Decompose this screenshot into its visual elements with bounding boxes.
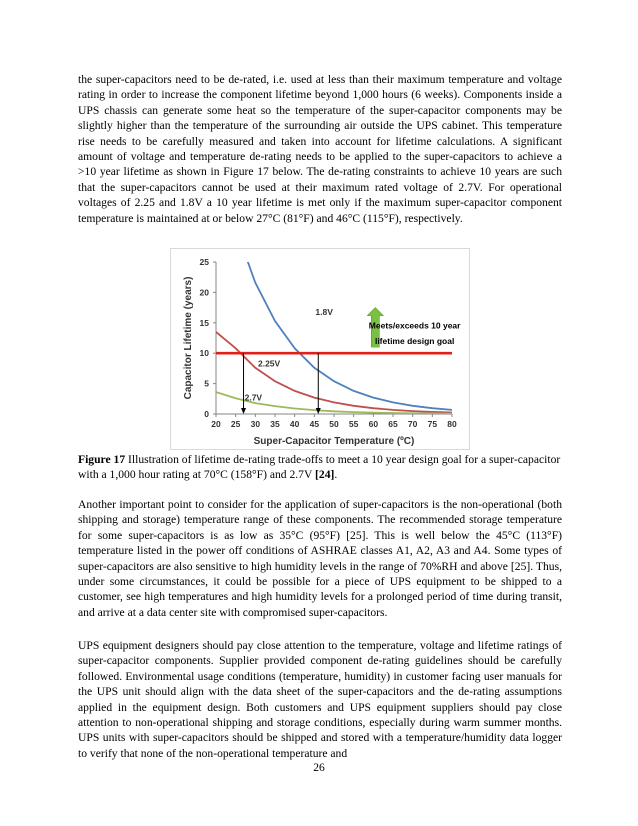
x-tick-label: 55 bbox=[348, 419, 359, 429]
body-paragraph-1: the super-capacitors need to be de-rated, i.e. used at less than their maximum temperature and voltage rating in order to increase the component lifetime beyond 1,000 hours (6 weeks). Components inside a UPS chassis can generate some heat so the temperature of the super-capacitor components may be slightly higher than the temperature of the surrounding air outside the UPS cabinet. This temperature rise needs to be carefully measured and taken into account for lifetime calculations. A significant amount of voltage and temperature de-rating needs to be applied to the super-capacitors to achieve a >10 year lifetime as shown in Figure 17 below. The de-rating constraints to achieve 10 years are such that the super-capacitors cannot be used at their maximum rated voltage of 2.7V. For operational voltages of 2.25 and 1.8V a 10 year lifetime is met only if the maximum super-capacitor component temperature is maintained at or below 27°C (81°F) and 46°C (115°F), respectively. bbox=[78, 73, 562, 225]
x-axis-label: Super-Capacitor Temperature (ºC) bbox=[253, 436, 415, 447]
series-label-2.25V: 2.25V bbox=[257, 358, 281, 369]
y-tick-label: 5 bbox=[204, 378, 209, 389]
x-tick-label: 45 bbox=[309, 419, 320, 429]
x-tick-label: 50 bbox=[329, 419, 339, 429]
x-tick-label: 65 bbox=[388, 419, 398, 429]
series-label-2.7V: 2.7V bbox=[244, 392, 263, 403]
y-tick-label: 15 bbox=[199, 317, 209, 328]
x-tick-label: 30 bbox=[250, 419, 261, 429]
x-tick-label: 60 bbox=[368, 419, 379, 429]
figure-caption-end: . bbox=[334, 468, 338, 482]
figure-caption-text: Illustration of lifetime de-rating trade-offs to meet a 10 year design goal for a super-capacitor with a 1,000 hour rating at 70°C (158°F) and 2.7V bbox=[78, 453, 561, 482]
page-number: 26 bbox=[313, 762, 325, 774]
y-axis-label: Capacitor Lifetime (years) bbox=[183, 276, 194, 400]
annotation-line-2: lifetime design goal bbox=[374, 336, 455, 347]
y-tick-label: 20 bbox=[199, 287, 209, 298]
body-paragraph-2: Another important point to consider for the application of super-capacitors is the non-operational (both shipping and storage) temperature range of these components. The recommended storage temperature for some super-capacitors is as low as 35°C (95°F) [25]. This is well below the 45°C (113°F) temperature listed in the power off conditions of ASHRAE classes A1, A2, A3 and A4. Some types of super-capacitors are also sensitive to high humidity levels in the range of 70%RH and above [25]. Thus, under some circumstances, it could be possible for a piece of UPS equipment to be shipped to a customer, see high temperatures and high humidity levels for a prolonged period of time during transit, and arrive at a data center site with compromised super-capacitors. bbox=[78, 498, 562, 619]
figure-caption-label: Figure 17 bbox=[78, 453, 126, 466]
x-tick-label: 20 bbox=[211, 419, 221, 429]
x-tick-label: 80 bbox=[447, 419, 457, 429]
x-tick-label: 25 bbox=[230, 419, 241, 429]
x-tick-label: 40 bbox=[289, 419, 300, 429]
x-tick-label: 70 bbox=[407, 419, 418, 429]
y-tick-label: 0 bbox=[204, 409, 209, 419]
x-tick-label: 35 bbox=[270, 419, 280, 429]
y-tick-label: 10 bbox=[199, 348, 209, 359]
y-tick-label: 25 bbox=[199, 257, 209, 267]
figure-caption bbox=[78, 452, 562, 483]
body-paragraph-3: UPS equipment designers should pay close attention to the temperature, voltage and lifetime ratings of super-capacitor components. Supplier provided component de-rating guidelines should be carefully followed. Environmental usage conditions (temperature, humidity) in customer facing user manuals for the UPS unit should align with the data sheet of the super-capacitors and the de-rating assumptions applied in the equipment design. Both customers and UPS equipment suppliers should pay close attention to non-operational shipping and storage conditions, especially during warm summer months. UPS units with super-capacitors should be shipped and stored with a temperature/humidity data logger to verify that none of the non-operational temperature and bbox=[78, 639, 562, 760]
x-tick-label: 75 bbox=[427, 419, 438, 429]
annotation-line-1: Meets/exceeds 10 year bbox=[368, 320, 461, 331]
series-label-1.8V: 1.8V bbox=[315, 306, 333, 317]
lifetime-derating-chart bbox=[170, 248, 470, 450]
figure-caption-reference: [24] bbox=[315, 468, 335, 482]
